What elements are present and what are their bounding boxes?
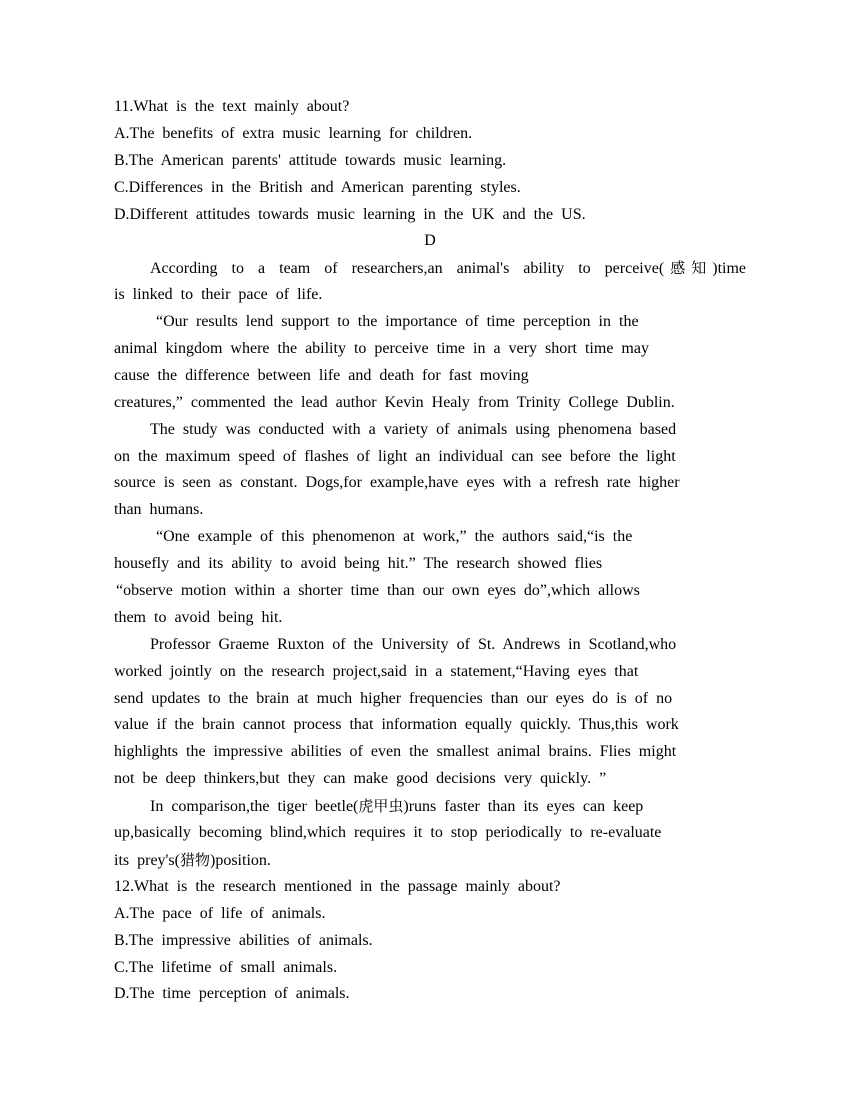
passage-p6-line xyxy=(114,793,746,820)
q11-option-a: A.The benefits of extra music learning for children. xyxy=(114,124,473,142)
passage-p3-line: than humans. xyxy=(114,501,204,519)
q11-option-d: D.Different attitudes towards music learning in the UK and the US. xyxy=(114,205,586,223)
document-page xyxy=(114,94,746,1008)
cjk-gloss: 感知 xyxy=(664,259,713,278)
passage-p5-line: value if the brain cannot process that information equally quickly. Thus,this work xyxy=(114,716,679,734)
passage-p5-line: highlights the impressive abilities of even the smallest animal brains. Flies might xyxy=(114,743,677,761)
passage-p5-line: send updates to the brain at much higher frequencies than our eyes do is of no xyxy=(114,689,673,707)
passage-p1-line xyxy=(114,255,746,282)
q12-option-d: D.The time perception of animals. xyxy=(114,985,350,1003)
q11-question: 11.What is the text mainly about? xyxy=(114,98,350,115)
passage-p5-line: not be deep thinkers,but they can make good decisions very quickly. ” xyxy=(114,770,607,788)
passage-p1-line: is linked to their pace of life. xyxy=(114,286,323,304)
cjk-gloss: 虎甲虫 xyxy=(358,797,404,816)
q12-question: 12.What is the research mentioned in the passage mainly about? xyxy=(114,877,561,895)
passage-p5-line: worked jointly on the research project,said in a statement,“Having eyes that xyxy=(114,662,639,680)
passage-label: D xyxy=(424,232,436,250)
passage-p6-line xyxy=(114,847,746,874)
passage-p2-line: cause the difference between life and death for fast moving xyxy=(114,366,529,384)
passage-p4-line: housefly and its ability to avoid being hit.” The research showed flies xyxy=(114,555,603,573)
passage-p3-line: on the maximum speed of flashes of light an individual can see before the light xyxy=(114,447,676,465)
passage-p2-line: creatures,” commented the lead author Kevin Healy from Trinity College Dublin. xyxy=(114,393,675,411)
passage-p5-line: Professor Graeme Ruxton of the University of St. Andrews in Scotland,who xyxy=(150,635,677,653)
text-run: In comparison,the tiger beetle( xyxy=(150,798,359,816)
passage-p2-line: “Our results lend support to the importance of time perception in the xyxy=(156,313,639,331)
q11-option-c: C.Differences in the British and American parenting styles. xyxy=(114,178,521,196)
passage-p6-line: up,basically becoming blind,which requires it to stop periodically to re-evaluate xyxy=(114,824,662,842)
passage-p3-line: source is seen as constant. Dogs,for example,have eyes with a refresh rate higher xyxy=(114,474,680,492)
text-run: )time xyxy=(712,260,746,278)
text-run: According to a team of researchers,an animal's ability to perceive( xyxy=(150,260,665,278)
q12-option-b: B.The impressive abilities of animals. xyxy=(114,931,373,949)
passage-p4-line: “One example of this phenomenon at work,” the authors said,“is the xyxy=(156,528,633,546)
text-run: )runs faster than its eyes can keep xyxy=(403,798,644,816)
passage-p3-line: The study was conducted with a variety of animals using phenomena based xyxy=(150,420,677,438)
q11-option-b: B.The American parents' attitude towards music learning. xyxy=(114,151,507,169)
passage-p4-line: “observe motion within a shorter time than our own eyes do”,which allows xyxy=(116,582,640,600)
text-run: )position. xyxy=(210,851,271,869)
q12-option-a: A.The pace of life of animals. xyxy=(114,904,326,922)
text-run: its prey's( xyxy=(114,851,180,869)
passage-p4-line: them to avoid being hit. xyxy=(114,608,283,626)
cjk-gloss: 猎物 xyxy=(179,850,210,869)
passage-p2-line: animal kingdom where the ability to perceive time in a very short time may xyxy=(114,340,649,358)
q12-option-c: C.The lifetime of small animals. xyxy=(114,958,338,976)
